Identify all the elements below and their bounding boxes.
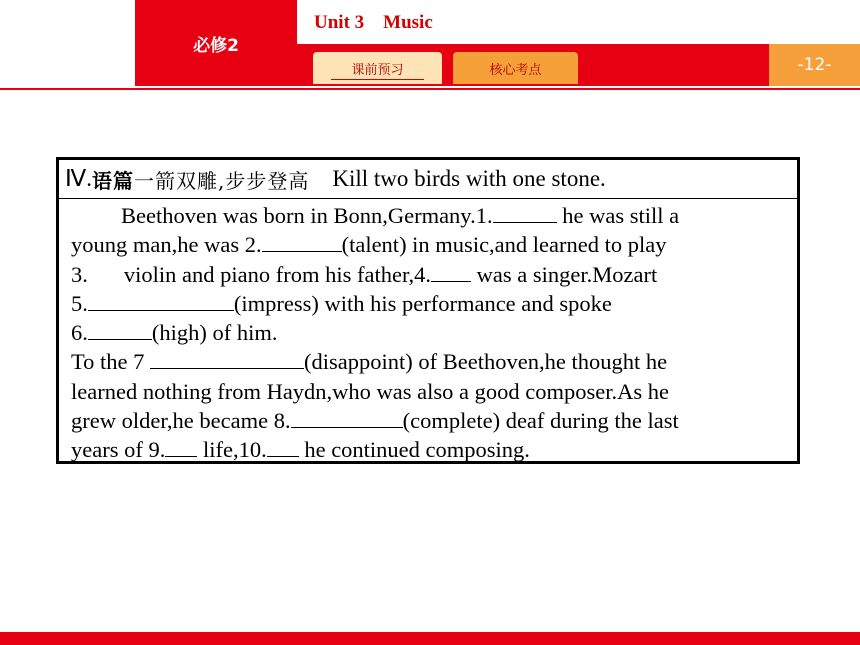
title-bold: 语篇 [91,168,134,193]
exercise-box [56,157,800,464]
passage-line-9: years of 9. life,10. he continued composing. [71,437,530,463]
footer-bar [0,632,860,645]
tab-underline [331,79,424,80]
page-number: -12- [769,44,860,86]
passage-line-1: Beethoven was born in Bonn,Germany.1. he was still a [121,203,680,228]
passage-line-2: young man,he was 2. (talent) in music,and learned to play [71,232,667,258]
tab-core-points[interactable] [453,52,578,84]
passage-line-6: To the 7 (disappoint) of Beethoven,he thought he [71,349,668,375]
blank-1[interactable] [493,202,557,223]
blank-6[interactable] [88,319,152,340]
title-prefix: Ⅳ. [65,166,92,191]
book-label: 必修2 [135,0,297,86]
passage-line-7: learned nothing from Haydn,who was also a good composer.As he [71,378,669,404]
passage-line-4: 5. (impress) with his performance and spoke [71,290,612,316]
title-rest: 一箭双雕,步步登高 [133,168,310,193]
passage-line-8: grew older,he became 8. (complete) deaf during the last [71,408,679,434]
tab-preview[interactable] [313,52,442,84]
blank-7[interactable] [150,348,304,369]
unit-title: Unit 3 Music [314,12,433,33]
tab-core-points-label: 核心考点 [489,62,542,78]
blank-4[interactable] [431,261,471,282]
blank-2[interactable] [262,231,342,252]
blank-9[interactable] [165,436,197,457]
blank-10[interactable] [267,436,299,457]
title-en: Kill two birds with one stone. [332,166,606,191]
exercise-body [59,199,797,465]
header-left-blank [0,0,135,86]
passage-line-3: 3. violin and piano from his father,4. was a singer.Mozart [71,261,658,287]
blank-8[interactable] [291,407,403,428]
tab-preview-label: 课前预习 [351,62,404,78]
blank-5[interactable] [88,290,234,311]
exercise-title [59,160,797,199]
passage-line-5: 6. (high) of him. [71,320,278,346]
header-divider [0,88,860,90]
title-cn [92,165,309,194]
